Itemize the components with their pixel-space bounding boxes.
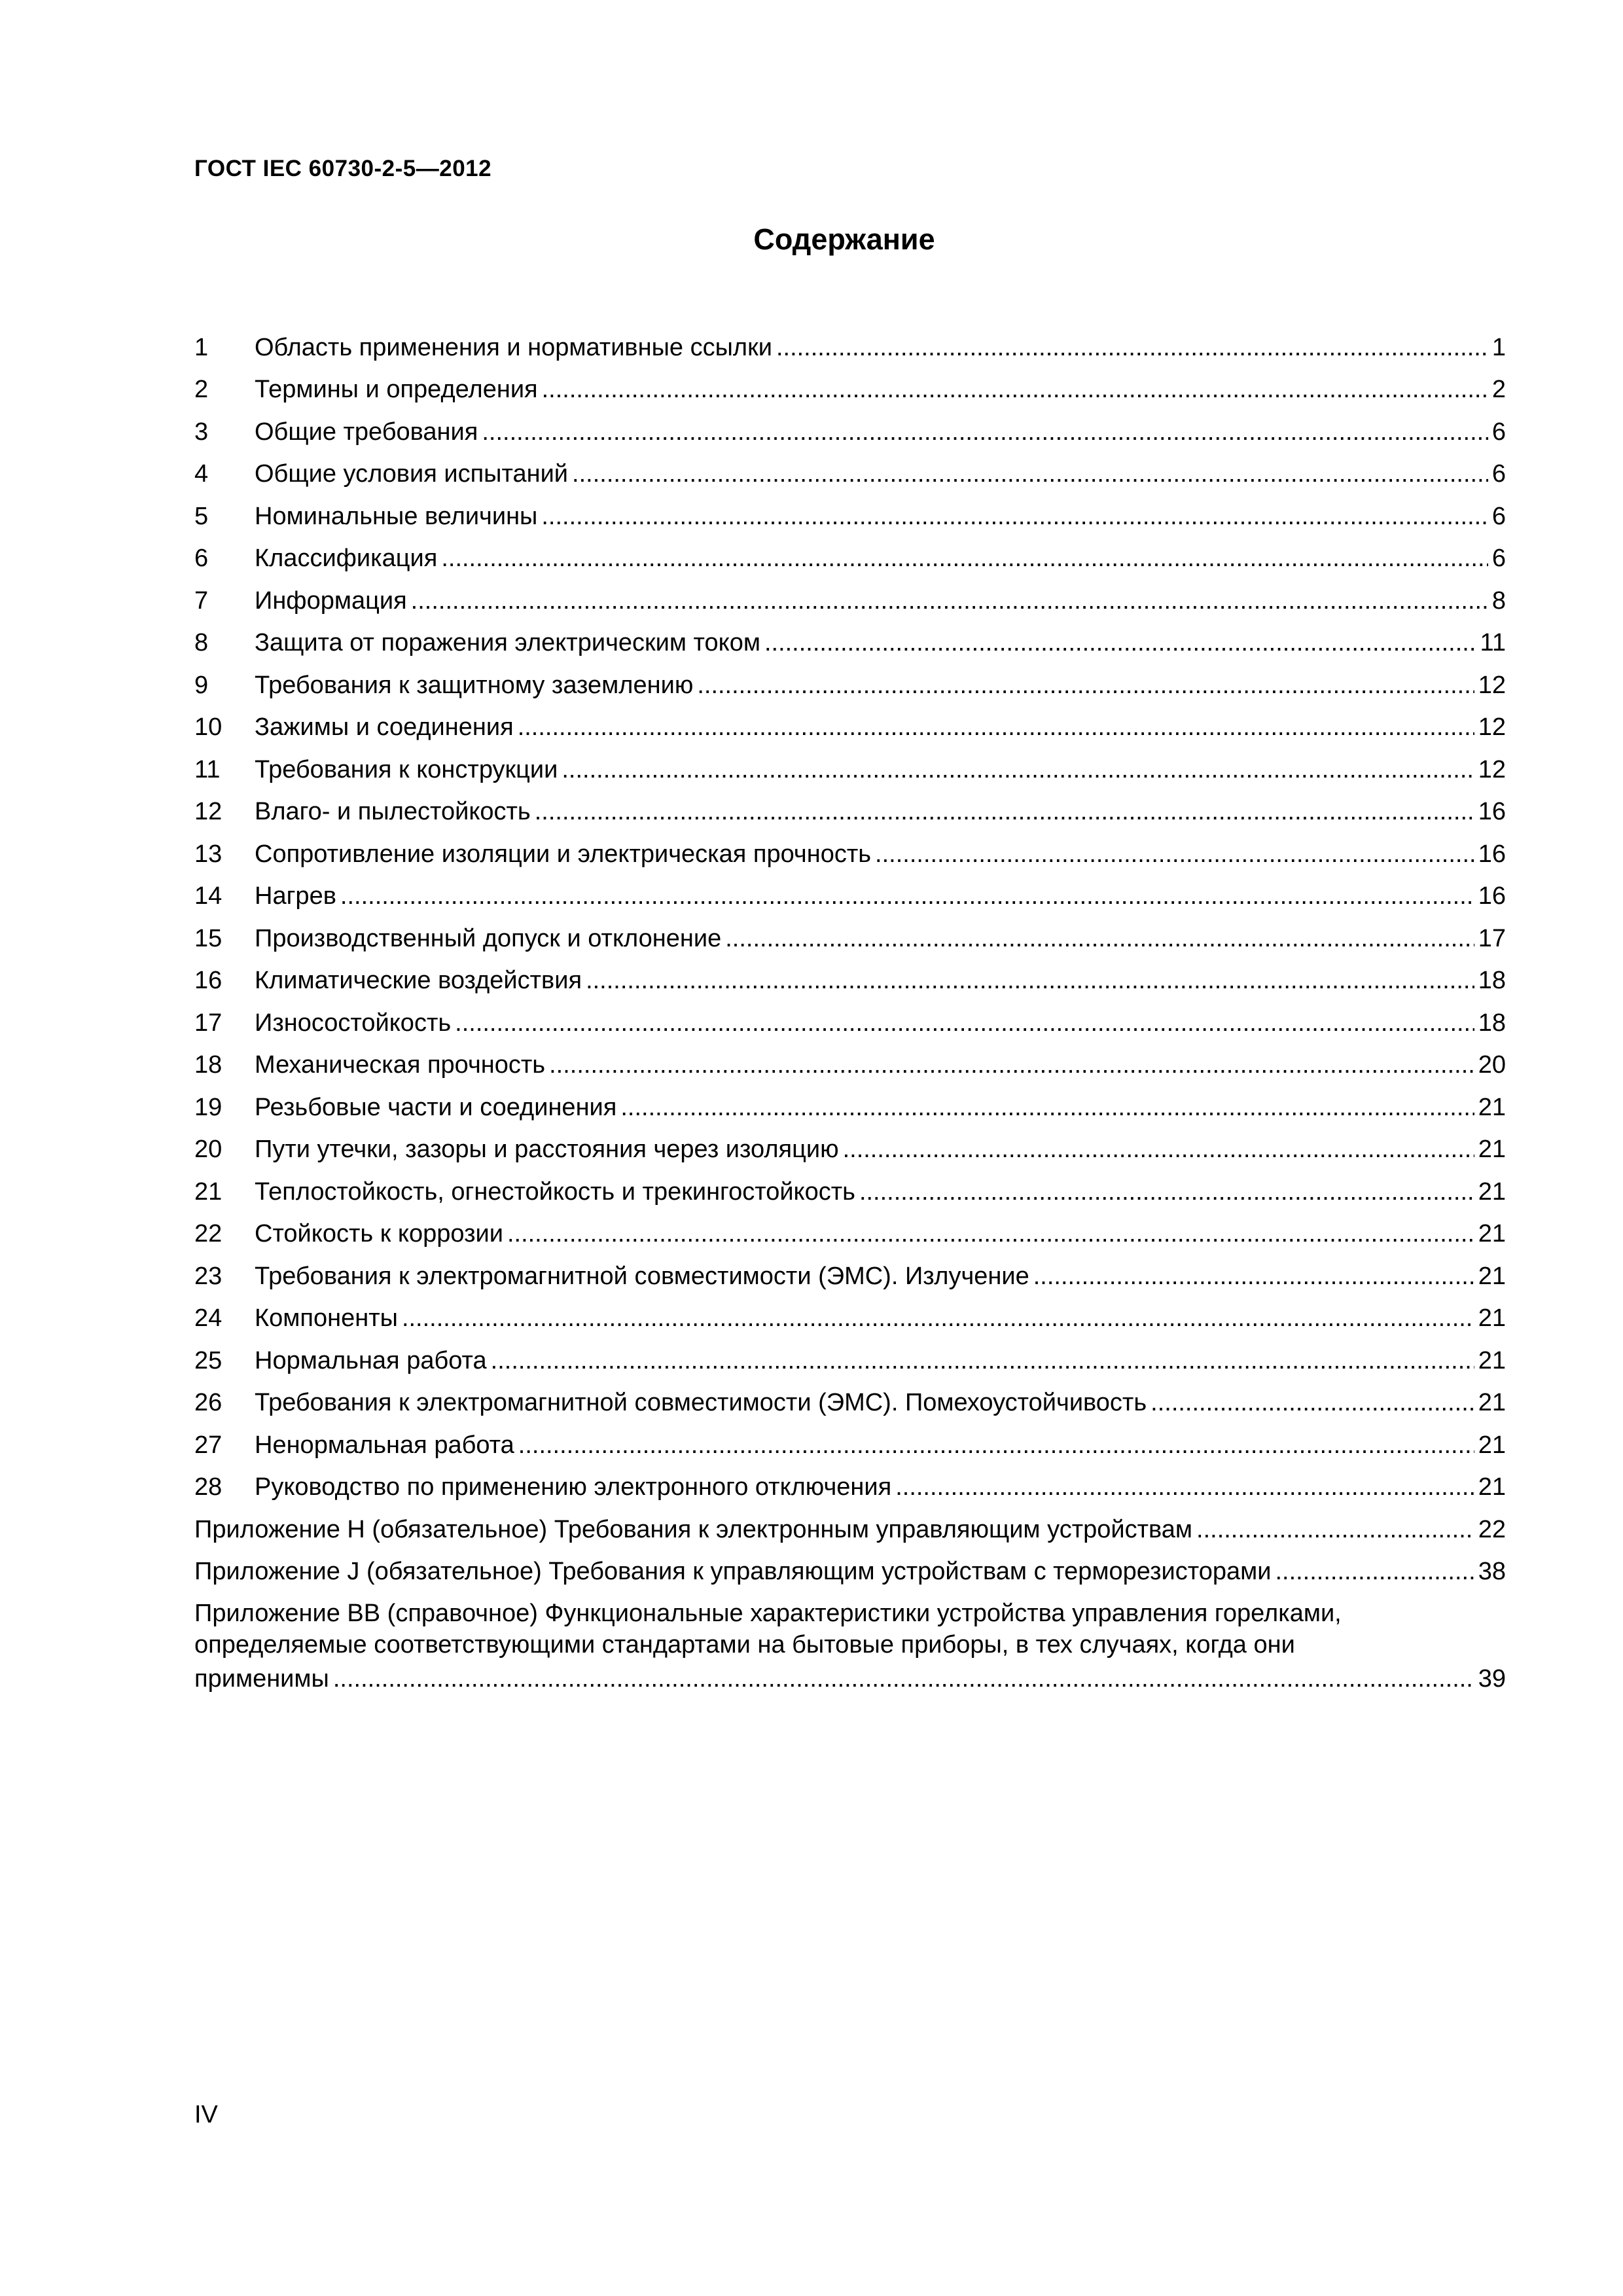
toc-entry-number: 24 (194, 1304, 223, 1332)
toc-entry-title: Руководство по применению электронного отключения (255, 1473, 892, 1501)
leader-dots (340, 882, 1474, 910)
toc-entry-title: Требования к электромагнитной совместимости (ЭМС). Помехоустойчивость (255, 1389, 1147, 1416)
toc-page-number: 21 (1478, 1136, 1506, 1163)
toc-entry[interactable] (194, 960, 1506, 1002)
toc-entry[interactable] (194, 579, 1506, 622)
document-code: ГОСТ IEC 60730-2-5—2012 (194, 156, 492, 181)
toc-page-number: 21 (1478, 1304, 1506, 1332)
toc-page-number: 21 (1478, 1220, 1506, 1247)
toc-entry-title: Производственный допуск и отклонение (255, 924, 722, 952)
toc-entry[interactable] (194, 1466, 1506, 1509)
toc-entry-number: 16 (194, 967, 223, 994)
toc-entry-title: Термины и определения (255, 376, 538, 403)
appendix-bb-line-3: применимы (194, 1665, 329, 1693)
toc-page-number: 21 (1478, 1093, 1506, 1121)
toc-entry-number: 2 (194, 376, 209, 403)
toc-page-number: 20 (1478, 1051, 1506, 1079)
toc-entry-number: 21 (194, 1177, 223, 1206)
toc-entry-title: Теплостойкость, огнестойкость и трекингостойкость (255, 1177, 855, 1206)
toc-entry[interactable] (194, 1382, 1506, 1424)
toc-entry-number: 22 (194, 1220, 223, 1247)
leader-dots (776, 333, 1488, 362)
toc-title: Содержание (753, 223, 935, 256)
toc-entry-title: Нагрев (255, 882, 336, 910)
leader-dots (697, 671, 1474, 700)
toc-entry[interactable] (194, 410, 1506, 453)
toc-page-number: 12 (1478, 671, 1506, 699)
toc-entry[interactable] (194, 1001, 1506, 1044)
toc-page-number: 21 (1478, 1177, 1506, 1206)
toc-entry-number: 20 (194, 1136, 223, 1163)
toc-entry-title: Информация (255, 586, 407, 615)
toc-entry[interactable] (194, 622, 1506, 664)
toc-entry-number: 25 (194, 1346, 223, 1374)
toc-entry[interactable] (194, 537, 1506, 580)
toc-entry-title: Компоненты (255, 1304, 398, 1332)
toc-entry-title: Зажимы и соединения (255, 713, 514, 741)
leader-dots (586, 966, 1474, 995)
leader-dots (859, 1177, 1474, 1206)
toc-entry[interactable] (194, 748, 1506, 791)
leader-dots (1196, 1515, 1474, 1544)
toc-entry-number: 7 (194, 586, 209, 615)
leader-dots (518, 713, 1474, 742)
toc-entry[interactable] (194, 833, 1506, 875)
toc-entry-title: Влаго- и пылестойкость (255, 798, 531, 825)
toc-page-number: 38 (1478, 1558, 1506, 1585)
toc-appendix-title: Приложение Н (обязательное) Требования к электронным управляющим устройствам (194, 1515, 1193, 1543)
toc-entry-number: 19 (194, 1093, 223, 1121)
toc-entry-number: 14 (194, 882, 223, 910)
toc-entry[interactable] (194, 664, 1506, 706)
appendix-bb-line-2: определяемые соответствующими стандартами на бытовые приборы, в тех случаях, когда они (194, 1631, 1295, 1659)
leader-dots (572, 459, 1488, 488)
toc-entry-number: 17 (194, 1009, 223, 1037)
appendix-bb-line-1: Приложение ВВ (справочное) Функциональные характеристики устройства управления горелками, (194, 1600, 1342, 1627)
toc-page-number: 11 (1480, 629, 1506, 656)
toc-page-number: 6 (1491, 502, 1506, 530)
leader-dots (518, 1431, 1474, 1460)
toc-entry-number: 27 (194, 1431, 223, 1459)
toc-entry-title: Ненормальная работа (255, 1431, 514, 1459)
leader-dots (455, 1009, 1474, 1037)
toc-page-number: 22 (1478, 1515, 1506, 1543)
toc-entry[interactable] (194, 1044, 1506, 1086)
toc-entry-title: Область применения и нормативные ссылки (255, 333, 772, 361)
toc-entry-title: Климатические воздействия (255, 967, 582, 994)
toc-entry[interactable] (194, 1339, 1506, 1382)
page-number: IV (194, 2101, 218, 2128)
toc-page-number: 6 (1491, 418, 1506, 446)
toc-entry-number: 6 (194, 545, 209, 572)
toc-page-number: 6 (1491, 460, 1506, 488)
toc-page-number: 6 (1491, 545, 1506, 572)
toc-entry[interactable] (194, 1213, 1506, 1255)
leader-dots (491, 1346, 1474, 1375)
toc-entry-title: Требования к конструкции (255, 755, 558, 783)
toc-entry[interactable] (194, 706, 1506, 749)
toc-entry-title: Номинальные величины (255, 502, 538, 530)
toc-appendix-bb[interactable] (194, 1599, 1506, 1693)
toc-entry[interactable] (194, 1128, 1506, 1171)
toc-entry[interactable] (194, 1086, 1506, 1128)
toc-entry-number: 10 (194, 713, 223, 741)
toc-entry-number: 28 (194, 1473, 223, 1501)
toc-entry-number: 18 (194, 1051, 223, 1079)
toc-appendix-title: Приложение J (обязательное) Требования к управляющим устройствам с терморезисторами (194, 1558, 1272, 1585)
toc-entry-title: Классификация (255, 545, 438, 572)
toc-entry-number: 11 (194, 755, 221, 783)
toc-appendix[interactable] (194, 1551, 1506, 1593)
leader-dots (562, 755, 1474, 784)
toc-entry-number: 13 (194, 840, 223, 868)
toc-page-number: 8 (1491, 586, 1506, 615)
leader-dots (1275, 1557, 1474, 1586)
leader-dots (843, 1135, 1474, 1164)
toc-appendices (194, 1508, 1506, 1592)
leader-dots (411, 586, 1488, 615)
leader-dots (333, 1664, 1474, 1693)
leader-dots (549, 1050, 1474, 1079)
toc-entry-number: 1 (194, 333, 209, 361)
toc-entry-title: Общие условия испытаний (255, 460, 569, 488)
toc-entry-title: Резьбовые части и соединения (255, 1093, 617, 1121)
toc-entry-number: 15 (194, 924, 223, 952)
toc-page-number: 2 (1491, 376, 1506, 403)
toc-entry[interactable] (194, 1297, 1506, 1340)
toc-entry[interactable] (194, 917, 1506, 960)
leader-dots (620, 1093, 1474, 1122)
toc-page-number: 21 (1478, 1431, 1506, 1459)
toc-page-number: 1 (1491, 333, 1506, 361)
toc-entry-title: Стойкость к коррозии (255, 1220, 503, 1247)
toc-entry[interactable] (194, 875, 1506, 918)
toc-entry-number: 8 (194, 629, 209, 656)
leader-dots (402, 1304, 1474, 1333)
toc-entry[interactable] (194, 1255, 1506, 1297)
leader-dots (875, 840, 1474, 869)
toc-items (194, 326, 1506, 1508)
toc-entry-title: Механическая прочность (255, 1051, 546, 1079)
toc-entry-number: 4 (194, 460, 209, 488)
toc-entry-title: Требования к защитному заземлению (255, 671, 694, 699)
toc-entry-number: 23 (194, 1262, 223, 1290)
toc-entry-title: Пути утечки, зазоры и расстояния через изоляцию (255, 1136, 839, 1163)
toc-page-number: 18 (1478, 967, 1506, 994)
toc-page-number: 16 (1478, 840, 1506, 868)
leader-dots (725, 924, 1474, 953)
toc-entry-number: 3 (194, 418, 209, 446)
toc-entry-title: Общие требования (255, 418, 478, 446)
leader-dots (482, 418, 1488, 446)
toc-entry[interactable] (194, 326, 1506, 368)
toc-entry-number: 26 (194, 1389, 223, 1416)
leader-dots (535, 797, 1474, 826)
toc-appendix[interactable] (194, 1508, 1506, 1551)
toc-page-number: 12 (1478, 755, 1506, 783)
toc-page-number: 39 (1478, 1665, 1506, 1693)
toc-entry[interactable] (194, 791, 1506, 833)
leader-dots (1033, 1262, 1474, 1291)
leader-dots (507, 1219, 1474, 1248)
toc-entry-title: Требования к электромагнитной совместимости (ЭМС). Излучение (255, 1262, 1029, 1290)
toc-entry[interactable] (194, 1424, 1506, 1466)
table-of-contents (194, 326, 1506, 1693)
leader-dots (542, 375, 1488, 404)
toc-page-number: 18 (1478, 1009, 1506, 1037)
leader-dots (1150, 1388, 1474, 1417)
toc-page-number: 16 (1478, 882, 1506, 910)
toc-entry-title: Сопротивление изоляции и электрическая прочность (255, 840, 872, 868)
toc-entry[interactable] (194, 1170, 1506, 1213)
toc-page-number: 21 (1478, 1473, 1506, 1501)
toc-entry-number: 9 (194, 671, 209, 699)
toc-entry-title: Защита от поражения электрическим током (255, 629, 760, 656)
toc-page-number: 12 (1478, 713, 1506, 741)
toc-page-number: 16 (1478, 798, 1506, 825)
toc-entry-title: Износостойкость (255, 1009, 452, 1037)
toc-entry[interactable] (194, 453, 1506, 495)
toc-page-number: 21 (1478, 1346, 1506, 1374)
toc-entry-title: Нормальная работа (255, 1346, 487, 1374)
toc-entry[interactable] (194, 368, 1506, 411)
toc-page-number: 21 (1478, 1389, 1506, 1416)
leader-dots (895, 1473, 1474, 1501)
toc-entry-number: 5 (194, 502, 209, 530)
toc-entry[interactable] (194, 495, 1506, 537)
toc-page-number: 21 (1478, 1262, 1506, 1290)
leader-dots (764, 628, 1476, 657)
toc-entry-number: 12 (194, 798, 223, 825)
leader-dots (441, 544, 1488, 573)
leader-dots (541, 502, 1488, 531)
toc-page-number: 17 (1478, 924, 1506, 952)
